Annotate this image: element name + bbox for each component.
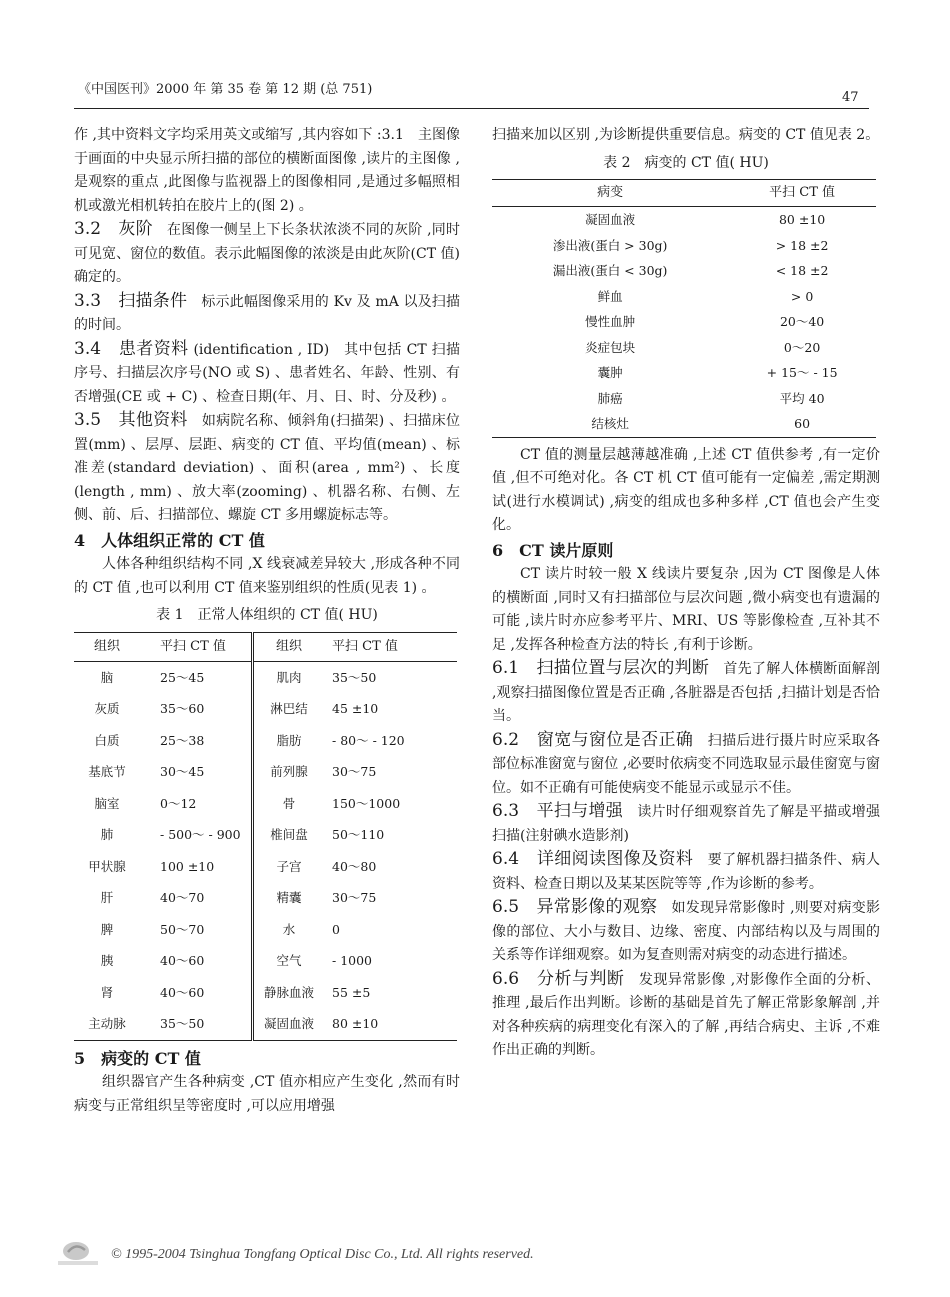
section-6-4 [492, 848, 880, 896]
lesion-name: 肺癌 [597, 390, 623, 406]
table1-header: 组织 [253, 632, 325, 661]
after-table-paragraph: CT 值的测量层越薄越准确 ,上述 CT 值供参考 ,有一定价值 ,但不可绝对化。各 CT 机 CT 值可能有一定偏差 ,需定期测试(进行水模调试) ,病变的组成也多种多样 ,CT 值也会产生变化。 [492, 446, 880, 533]
lesion-name: 凝固血液 [585, 212, 636, 227]
tissue-ct-value: 100 ±10 [160, 858, 215, 874]
table1-caption: 表 1 正常人体组织的 CT 值( HU) [156, 607, 378, 623]
table1-row [74, 914, 457, 946]
lesion-ct-value: 0～20 [783, 339, 821, 355]
tissue-name: 脾 [100, 921, 114, 937]
lesion-ct-value: > 18 ±2 [775, 237, 829, 253]
section-6-text: CT 读片时较一般 X 线读片要复杂 ,因为 CT 图像是人体的横断面 ,同时又有扫描部位与层次问题 ,微小病变也有遗漏的可能 ,读片时亦应参考平片、MRI、US 等影像检查 ,互补其不足 ,发挥各种检查方法的特长 ,有利于诊断。 [492, 566, 880, 653]
section-6-title: 6 CT 读片原则 [492, 540, 614, 560]
tissue-name: 空气 [253, 945, 325, 977]
tissue-name: 胰 [100, 953, 114, 968]
text-3-3: 标示此幅图像采用的 Kv 及 mA 以及扫描的时间。 [74, 293, 460, 333]
tissue-name: 肺 [100, 827, 114, 842]
text-3-5: 如病院名称、倾斜角(扫描架) 、扫描床位置(mm) 、层厚、层距、病变的 CT 值、平均值(mean) 、标准差(standard deviation) 、面积(area , mm²) 、长度(length , mm) 、放大率(zooming) 、机器名称、右侧、左侧、前、后、扫描部位、螺旋 CT 多用螺旋标志等。 [74, 413, 460, 523]
lesion-name: 结核灶 [591, 416, 629, 431]
lesion-ct-value: 80 ±10 [778, 212, 826, 227]
tissue-ct-value: 50～70 [160, 921, 205, 937]
tissue-name: 脑 [100, 669, 114, 685]
table2-row [492, 258, 876, 284]
publisher-logo-icon [54, 1238, 102, 1268]
heading-3-2: 3.2 灰阶 [74, 219, 153, 239]
left-column [74, 124, 474, 1118]
table1-row [74, 819, 457, 851]
table2-row [492, 335, 876, 361]
heading-6-5: 6.5 异常影像的观察 [492, 897, 658, 917]
lesion-ct-value: 20～40 [779, 314, 825, 329]
tissue-name: 脑室 [94, 795, 120, 811]
tissue-ct-value: 40～60 [160, 953, 205, 968]
text-6-3: 读片时仔细观察首先了解是平描或增强扫描(注射碘水造影剂) [492, 804, 881, 844]
tissue-name: 白质 [94, 732, 120, 748]
table1-row [74, 977, 457, 1009]
text-6-4: 要了解机器扫描条件、病人资料、检查日期以及某某医院等等 ,作为诊断的参考。 [492, 852, 880, 892]
table2-header: 平扫 CT 值 [728, 180, 876, 207]
heading-6-2: 6.2 窗宽与窗位是否正确 [492, 729, 694, 750]
tissue-name: 淋巴结 [253, 693, 325, 725]
table1-header: 平扫 CT 值 [140, 632, 253, 661]
table2-row [492, 207, 876, 233]
section-6-2 [492, 729, 880, 801]
lesion-name: 炎症包块 [585, 339, 636, 355]
table2-header-row [492, 180, 876, 207]
heading-6-4: 6.4 详细阅读图像及资料 [492, 849, 694, 869]
lesion-ct-value: 60 [794, 416, 811, 431]
text-6-6: 发现异常影像 ,对影像作全面的分析、推理 ,最后作出判断。诊断的基础是首先了解正常影象解剖 ,并对各种疾病的病理变化有深入的了解 ,再结合病史、主诉 ,不难作出正确的判断。 [492, 971, 880, 1058]
table1-row [74, 851, 457, 883]
table1-header-row [74, 632, 457, 661]
lesion-ct-value: 平均 40 [779, 390, 825, 406]
heading-3-3: 3.3 扫描条件 [74, 290, 188, 311]
tissue-name: 基底节 [88, 764, 126, 779]
table1-header: 组织 [74, 632, 140, 661]
heading-3-4: 3.4 患者资料 [74, 338, 189, 359]
text-6-5: 如发现异常影像时 ,则要对病变影像的部位、大小与数目、边缘、密度、内部结构以及与周围的关系等作详细观察。如为复查则需对病变的动态进行描述。 [492, 900, 880, 963]
tissue-name: 子宫 [253, 851, 325, 883]
tissue-name: 骨 [253, 788, 325, 820]
table1-row [74, 882, 457, 914]
table2-row [492, 309, 876, 335]
section-5-text: 组织器官产生各种病变 ,CT 值亦相应产生变化 ,然而有时病变与正常组织呈等密度时 ,可以应用增强 [74, 1074, 460, 1114]
tissue-ct-value: 0 [332, 921, 340, 937]
tissue-ct-value: 0～12 [160, 795, 197, 811]
tissue-ct-value: - 500～ - 900 [160, 827, 241, 842]
section-3-2 [74, 218, 460, 290]
table1-row [74, 693, 457, 725]
tissue-ct-value: 30～75 [332, 890, 377, 905]
tissue-ct-value: 40～70 [160, 890, 205, 905]
header-rule [74, 108, 869, 109]
table2-row [492, 360, 876, 386]
lesion-ct-table [492, 179, 876, 438]
section-6-1 [492, 657, 880, 729]
heading-6-6: 6.6 分析与判断 [492, 968, 625, 989]
lesion-ct-value: < 18 ±2 [775, 263, 829, 278]
text-6-1: 首先了解人体横断面解剖 ,观察扫描图像位置是否正确 ,各脏器是否包括 ,扫描计划是否恰当。 [492, 661, 881, 724]
tissue-ct-value: 35～50 [332, 669, 377, 685]
intro-paragraph: 作 ,其中资料文字均采用英文或缩写 ,其内容如下 :3.1 主图像 于画面的中央显示所扫描的部位的横断面图像 ,读片的主图像 ,是观察的重点 ,此图像与监视器上的图像相同 ,是通过多幅照相机或激光相机转拍在胶片上的(图 2) 。 [74, 127, 474, 214]
tissue-name: 主动脉 [88, 1016, 126, 1031]
copyright-footer: © 1995-2004 Tsinghua Tongfang Optical Disc Co., Ltd. All rights reserved. [111, 1247, 534, 1262]
tissue-ct-value: 150～1000 [332, 795, 401, 811]
lesion-name: 渗出液(蛋白 > 30g) [552, 237, 668, 253]
page-number: 47 [842, 90, 859, 105]
tissue-ct-value: 35～60 [160, 701, 205, 716]
table2-header: 病变 [492, 180, 728, 207]
tissue-name: 甲状腺 [88, 858, 126, 874]
heading-3-5: 3.5 其他资料 [74, 410, 188, 430]
table2-row [492, 386, 876, 412]
tissue-ct-value: 55 ±5 [332, 984, 371, 1000]
tissue-name: 肾 [100, 984, 114, 1000]
tissue-ct-value: 25～45 [160, 669, 205, 685]
tissue-ct-value: - 80～ - 120 [332, 732, 405, 748]
tissue-ct-value: 45 ±10 [332, 701, 379, 716]
text-6-2: 扫描后进行摄片时应采取各部位标准窗宽与窗位 ,必要时依病变不同选取显示最佳窗宽与窗位。如不正确有可能使病变不能显示或显示不佳。 [492, 732, 880, 796]
section-4-title: 4 人体组织正常的 CT 值 [74, 530, 265, 550]
table2-row [492, 284, 876, 310]
running-header: 《中国医刊》2000 年 第 35 卷 第 12 期 (总 751) [78, 82, 373, 97]
tissue-name: 肌肉 [253, 661, 325, 693]
section-3-4 [74, 338, 460, 410]
tissue-name: 精囊 [253, 882, 325, 914]
lesion-ct-value: + 15～ - 15 [766, 365, 838, 380]
tissue-ct-value: 50～110 [332, 827, 385, 842]
right-column [492, 124, 880, 1063]
tissue-ct-value: 40～60 [160, 984, 205, 1000]
tissue-name: 静脉血液 [253, 977, 325, 1009]
tissue-name: 水 [253, 914, 325, 946]
tissue-name: 肝 [100, 890, 114, 905]
tissue-name: 椎间盘 [253, 819, 325, 851]
lesion-name: 鲜血 [597, 288, 623, 304]
table1-row [74, 756, 457, 788]
lesion-name: 囊肿 [597, 365, 623, 380]
lesion-name: 漏出液(蛋白 < 30g) [552, 263, 668, 278]
table2-row [492, 233, 876, 259]
heading-6-3: 6.3 平扫与增强 [492, 801, 624, 821]
table1-row [74, 725, 457, 757]
tissue-name: 前列腺 [253, 756, 325, 788]
tissue-ct-value: - 1000 [332, 953, 373, 968]
text-3-4: (identification , ID) 其中包括 CT 扫描序号、扫描层次序号(NO 或 S) 、患者姓名、年龄、性别、有否增强(CE 或 + C) 、检查日期(年、月、日、时、分及秒) 。 [74, 341, 460, 405]
tissue-ct-value: 25～38 [160, 732, 205, 748]
section-6-6 [492, 968, 880, 1063]
table2-row [492, 411, 876, 437]
tissue-name: 凝固血液 [253, 1008, 325, 1040]
table1-row [74, 945, 457, 977]
lesion-name: 慢性血肿 [585, 314, 636, 329]
text-3-2: 在图像一侧呈上下长条状浓淡不同的灰阶 ,同时可见宽、窗位的数值。表示此幅图像的浓淡是由此灰阶(CT 值) 确定的。 [74, 222, 460, 285]
table1-row [74, 1008, 457, 1040]
section-6-5 [492, 896, 880, 968]
tissue-ct-value: 30～45 [160, 764, 205, 779]
tissue-name: 灰质 [94, 701, 120, 716]
table1-row [74, 788, 457, 820]
section-3-3 [74, 290, 460, 338]
tissue-name: 脂肪 [253, 725, 325, 757]
tissue-ct-value: 80 ±10 [332, 1016, 379, 1031]
section-4-text: 人体各种组织结构不同 ,X 线衰减差异较大 ,形成各种不同的 CT 值 ,也可以利用 CT 值来鉴别组织的性质(见表 1) 。 [74, 556, 460, 596]
section-6-3 [492, 800, 880, 848]
normal-ct-table [74, 632, 457, 1041]
lesion-ct-value: > 0 [790, 288, 814, 304]
tissue-ct-value: 30～75 [332, 764, 377, 779]
continuation-paragraph: 扫描来加以区别 ,为诊断提供重要信息。病变的 CT 值见表 2。 [492, 127, 880, 143]
table2-caption: 表 2 病变的 CT 值( HU) [603, 154, 769, 171]
table1-row [74, 661, 457, 693]
section-5-title: 5 病变的 CT 值 [74, 1048, 201, 1068]
tissue-ct-value: 40～80 [332, 858, 377, 874]
table1-header: 平扫 CT 值 [324, 632, 457, 661]
tissue-ct-value: 35～50 [160, 1016, 205, 1031]
heading-6-1: 6.1 扫描位置与层次的判断 [492, 658, 710, 678]
section-3-5 [74, 409, 460, 528]
